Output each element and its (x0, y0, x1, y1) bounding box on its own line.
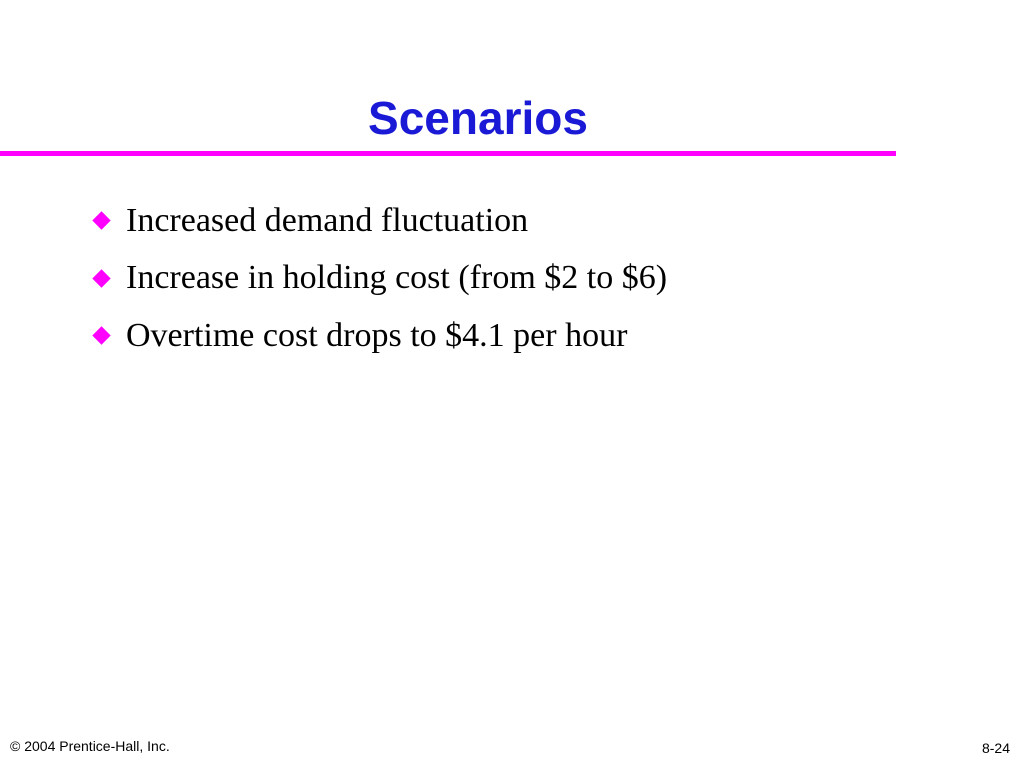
diamond-bullet-icon (92, 212, 110, 230)
bullet-text: Overtime cost drops to $4.1 per hour (126, 316, 628, 354)
copyright-footer: © 2004 Prentice-Hall, Inc. (10, 738, 170, 754)
title-underline-rule (0, 151, 896, 156)
slide-number: 8-24 (981, 740, 1010, 756)
bullet-list (91, 192, 667, 365)
bullet-text: Increased demand fluctuation (126, 201, 529, 239)
bullet-item (91, 192, 667, 250)
bullet-item (91, 250, 667, 308)
bullet-item (91, 307, 667, 365)
diamond-bullet-icon (92, 327, 110, 345)
bullet-text: Increase in holding cost (from $2 to $6) (126, 259, 668, 297)
slide-title: Scenarios (368, 92, 588, 144)
diamond-bullet-icon (92, 269, 110, 287)
